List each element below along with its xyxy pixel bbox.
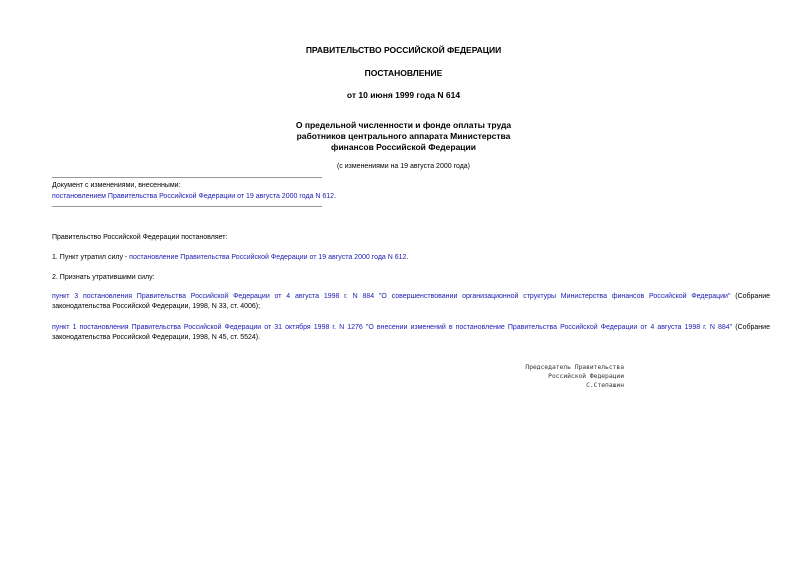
subitem-2-link[interactable]: пункт 1 постановления Правительства Российской Федерации от 31 октября 1998 г. N 1276 "О внесении изменений в постановление Правительства Российской Федерации от 4 августа 1998 г. N 884" (52, 324, 733, 331)
item-1-prefix: 1. Пункт утратил силу - (52, 254, 130, 261)
government-heading: ПРАВИТЕЛЬСТВО РОССИЙСКОЙ ФЕДЕРАЦИИ (305, 45, 502, 55)
subitem-1-link[interactable]: пункт 3 постановления Правительства Российской Федерации от 4 августа 1998 г. N 884 "О совершенствовании организационной структуры Министерства финансов Российской Федерации" (52, 293, 731, 300)
changes-intro: Документ с изменениями, внесенными: (52, 182, 181, 189)
date-number-heading: от 10 июня 1999 года N 614 (346, 90, 461, 100)
changes-bottom-rule (52, 206, 322, 207)
subitem-2 (52, 323, 770, 343)
subitem-1-rest: (Собрание законодательства Российской Федерации, 1998, N 33, ст. 4006); (52, 293, 770, 310)
item-1 (52, 253, 408, 262)
amended-note: (с изменениями на 19 августа 2000 года) (336, 163, 471, 170)
changes-top-rule (52, 177, 322, 178)
item-2: 2. Признать утратившими силу: (52, 274, 155, 281)
changes-link[interactable]: постановлением Правительства Российской Федерации от 19 августа 2000 года N 612. (52, 193, 337, 200)
title-line-3: финансов Российской Федерации (331, 142, 476, 152)
item-1-link[interactable]: постановление Правительства Российской Федерации от 19 августа 2000 года N 612 (129, 254, 407, 261)
title-line-1: О предельной численности и фонде оплаты труда (295, 120, 512, 130)
signature-name: С.Степашин (586, 382, 624, 389)
preamble-text: Правительство Российской Федерации постановляет: (52, 234, 228, 241)
document-type-heading: ПОСТАНОВЛЕНИЕ (364, 68, 443, 78)
subitem-2-rest: (Собрание законодательства Российской Федерации, 1998, N 45, ст. 5524). (52, 324, 770, 341)
title-line-2: работников центрального аппарата Министерства (296, 131, 511, 141)
signature-position: Председатель Правительства (525, 364, 624, 371)
subitem-1 (52, 292, 770, 312)
item-1-suffix: . (406, 254, 409, 261)
signature-country: Российской Федерации (548, 373, 624, 380)
